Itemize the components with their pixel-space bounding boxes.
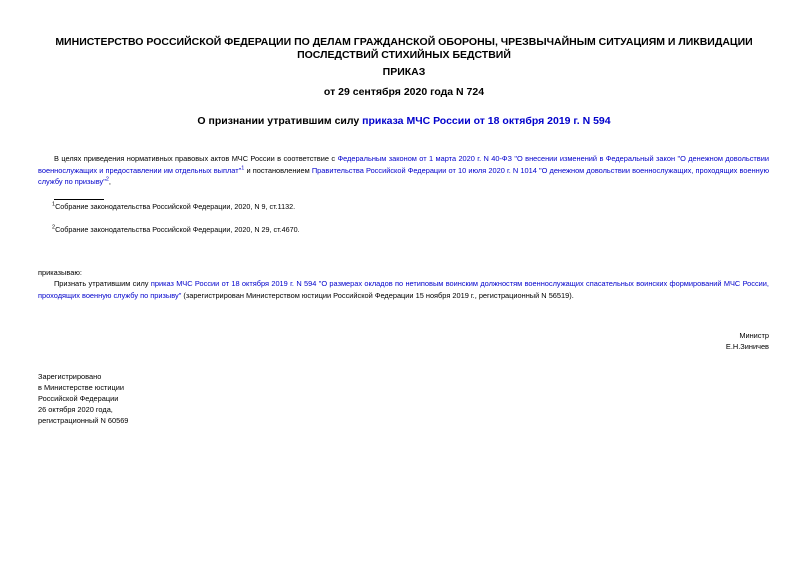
- preamble-text-middle: и постановлением: [244, 165, 312, 175]
- document-title: [40, 115, 768, 127]
- registration-line-2: в Министерстве юстиции: [38, 383, 125, 392]
- ministry-name: МИНИСТЕРСТВО РОССИЙСКОЙ ФЕДЕРАЦИИ ПО ДЕЛАМ ГРАЖДАНСКОЙ ОБОРОНЫ, ЧРЕЗВЫЧАЙНЫМ СИТУАЦИЯМ И ЛИКВИДАЦИИ ПОСЛЕДСТВИЙ СТИХИЙНЫХ БЕДСТВИЙ: [55, 36, 753, 61]
- signatory-position: Министр: [739, 331, 769, 340]
- preamble-paragraph: [38, 153, 769, 188]
- preamble-text-start: В целях приведения нормативных правовых актов МЧС России в соответствие с: [54, 154, 338, 163]
- government-decree-link[interactable]: Правительства Российской Федерации от 10 июля 2020 г. N 1014 "О денежном довольствии военнослужащих, проходящих военную службу по призыву": [38, 165, 769, 186]
- footnote-divider: [54, 199, 104, 200]
- footnote-2-text: Собрание законодательства Российской Федерации, 2020, N 29, ст.4670.: [55, 225, 300, 234]
- registration-line-4: 26 октября 2020 года,: [38, 405, 113, 414]
- document-title-link[interactable]: приказа МЧС России от 18 октября 2019 г. N 594: [362, 115, 611, 127]
- registration-line-1: Зарегистрировано: [38, 372, 102, 381]
- registration-block: [38, 371, 128, 426]
- decision-text-end: (зарегистрирован Министерством юстиции Российской Федерации 15 ноября 2019 г., регистрационный N 56519).: [181, 290, 574, 300]
- preamble-text-end: ,: [108, 177, 111, 186]
- footnote-1: [52, 202, 452, 212]
- footnote-1-text: Собрание законодательства Российской Федерации, 2020, N 9, ст.1132.: [55, 202, 296, 211]
- decision-paragraph: [38, 278, 769, 301]
- decree-word: приказываю:: [38, 268, 82, 277]
- signature-block: [726, 330, 769, 352]
- footnote-ref-2[interactable]: 2: [105, 176, 109, 183]
- document-title-prefix: О признании утратившим силу: [197, 115, 363, 127]
- document-type: ПРИКАЗ: [382, 66, 426, 78]
- repealed-order-link[interactable]: приказ МЧС России от 18 октября 2019 г. N 594 "О размерах окладов по нетиповым воинским должностям военнослужащих спасательных воинских формирований МЧС России, проходящих военную службу по призыву": [38, 279, 769, 300]
- registration-line-5: регистрационный N 60569: [38, 416, 129, 425]
- federal-law-link[interactable]: Федеральным законом от 1 марта 2020 г. N 40-ФЗ "О внесении изменений в Федеральный закон "О денежном довольствии военнослужащих и предоставлении им отдельных выплат": [38, 154, 769, 175]
- document-date-number: от 29 сентября 2020 года N 724: [323, 86, 485, 98]
- signatory-name: Е.Н.Зиничев: [725, 342, 769, 351]
- footnote-2: [52, 225, 452, 235]
- registration-line-3: Российской Федерации: [38, 394, 119, 403]
- footnote-1-mark: 1: [52, 201, 56, 208]
- footnote-ref-1[interactable]: 1: [241, 165, 245, 172]
- decision-text-start: Признать утратившим силу: [54, 279, 151, 288]
- footnote-2-mark: 2: [52, 224, 56, 231]
